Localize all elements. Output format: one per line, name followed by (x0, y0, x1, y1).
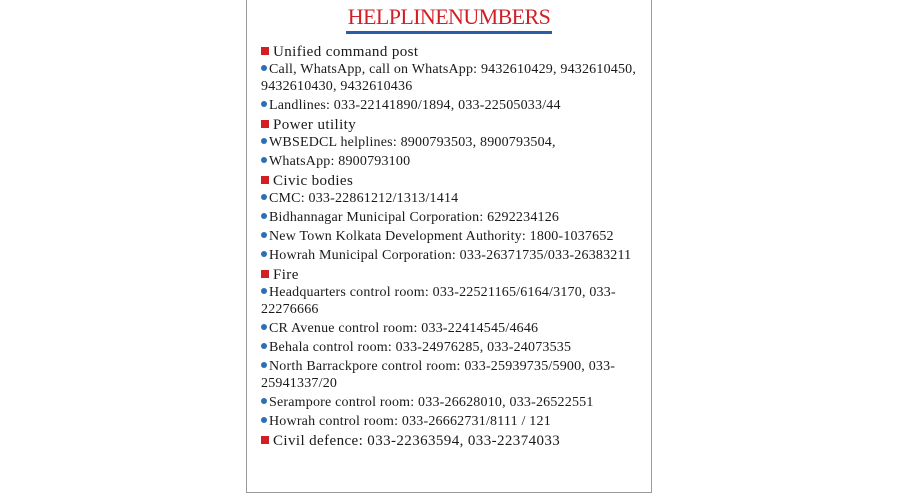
square-bullet-icon (261, 120, 269, 128)
list-item-text: Behala control room: 033-24976285, 033-24073535 (269, 340, 572, 355)
section-heading (261, 266, 641, 284)
list-item-text: Bidhannagar Municipal Corporation: 6292234126 (269, 210, 560, 225)
list-item (261, 153, 641, 170)
dot-bullet-icon (261, 101, 267, 107)
section-fire (261, 266, 641, 430)
section-civic-bodies (261, 172, 641, 264)
list-item-text: Landlines: 033-22141890/1894, 033-22505033/44 (269, 98, 561, 113)
page-title: HELPLINENUMBERS (346, 4, 552, 34)
list-item-text: CMC: 033-22861212/1313/1414 (269, 191, 459, 206)
list-item (261, 228, 641, 245)
list-item-text: Howrah control room: 033-26662731/8111 / 121 (269, 414, 551, 429)
list-item (261, 190, 641, 207)
dot-bullet-icon (261, 324, 267, 330)
dot-bullet-icon (261, 251, 267, 257)
list-item-text: Serampore control room: 033-26628010, 033-26522551 (269, 395, 594, 410)
dot-bullet-icon (261, 417, 267, 423)
dot-bullet-icon (261, 362, 267, 368)
list-item (261, 339, 641, 356)
section-heading-text: Power utility (273, 117, 357, 133)
section-heading (261, 432, 641, 450)
square-bullet-icon (261, 47, 269, 55)
list-item (261, 209, 641, 226)
list-item-text: New Town Kolkata Development Authority: 1800-1037652 (269, 229, 614, 244)
list-item-text: Call, WhatsApp, call on WhatsApp: 9432610429, 9432610450, 9432610430, 9432610436 (261, 62, 637, 94)
dot-bullet-icon (261, 138, 267, 144)
section-unified-command-post (261, 43, 641, 114)
list-item-text: CR Avenue control room: 033-22414545/4646 (269, 321, 539, 336)
list-item (261, 247, 641, 264)
square-bullet-icon (261, 176, 269, 184)
section-heading (261, 172, 641, 190)
title-wrap (247, 4, 651, 34)
list-item (261, 413, 641, 430)
section-heading (261, 43, 641, 61)
list-item (261, 61, 641, 95)
dot-bullet-icon (261, 213, 267, 219)
dot-bullet-icon (261, 65, 267, 71)
list-item (261, 134, 641, 151)
dot-bullet-icon (261, 398, 267, 404)
dot-bullet-icon (261, 343, 267, 349)
section-heading-text: Civil defence: 033-22363594, 033-22374033 (273, 433, 561, 449)
dot-bullet-icon (261, 232, 267, 238)
section-heading-text: Fire (273, 267, 299, 283)
dot-bullet-icon (261, 157, 267, 163)
list-item (261, 97, 641, 114)
helpline-panel (246, 0, 652, 493)
list-item-text: WBSEDCL helplines: 8900793503, 8900793504, (269, 135, 556, 150)
section-civil-defence (261, 432, 641, 450)
section-power-utility (261, 116, 641, 170)
dot-bullet-icon (261, 194, 267, 200)
square-bullet-icon (261, 270, 269, 278)
list-item-text: Howrah Municipal Corporation: 033-26371735/033-26383211 (269, 248, 632, 263)
list-item-text: Headquarters control room: 033-22521165/6164/3170, 033-22276666 (261, 285, 616, 317)
list-item-text: North Barrackpore control room: 033-25939735/5900, 033-25941337/20 (261, 359, 616, 391)
list-item-text: WhatsApp: 8900793100 (269, 154, 411, 169)
square-bullet-icon (261, 436, 269, 444)
list-item (261, 358, 641, 392)
section-heading-text: Unified command post (273, 44, 419, 60)
list-item (261, 394, 641, 411)
section-heading (261, 116, 641, 134)
list-item (261, 284, 641, 318)
list-item (261, 320, 641, 337)
helpline-list (261, 42, 641, 450)
section-heading-text: Civic bodies (273, 173, 354, 189)
dot-bullet-icon (261, 288, 267, 294)
